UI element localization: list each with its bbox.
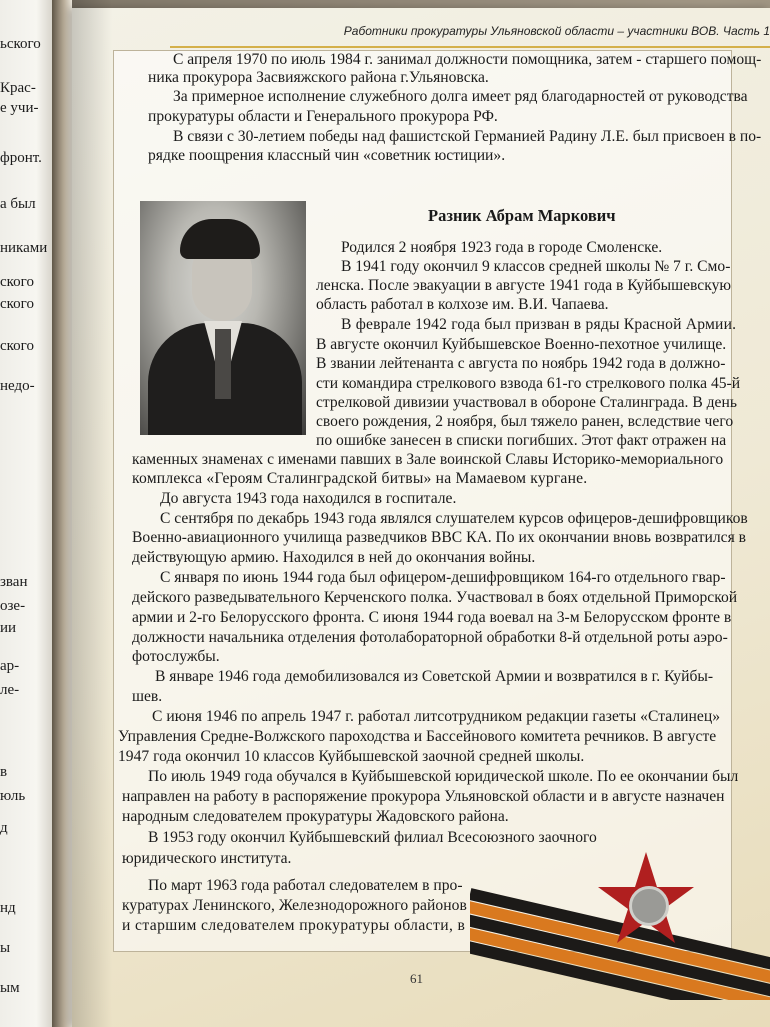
left-page <box>0 0 52 1027</box>
left-page-text-fragment: в <box>0 764 8 780</box>
left-page-text-fragment: ии <box>0 620 17 636</box>
bio-line: Родился 2 ноября 1923 года в городе Смоленске. <box>341 239 663 256</box>
bio-line: комплекса «Героям Сталинградской битвы» на Мамаевом кургане. <box>132 470 588 487</box>
bio-line: В августе окончил Куйбышевское Военно-пехотное училище. <box>316 336 727 353</box>
person-name: Разник Абрам Маркович <box>428 206 616 225</box>
header-rule <box>170 46 770 48</box>
left-page-text-fragment: зван <box>0 574 28 590</box>
portrait-photo <box>140 201 306 435</box>
left-page-text-fragment: ьского <box>0 36 41 52</box>
intro-line: С апреля 1970 по июль 1984 г. занимал должности помощника, затем - старшего помощ- <box>173 51 762 68</box>
bio-line: действующую армию. Находился в ней до окончания войны. <box>132 549 536 566</box>
bio-line: ленска. После эвакуации в августе 1941 года в Куйбышевскую <box>316 277 732 294</box>
bio-line: своего рождения, 2 ноября, был тяжело ранен, вследствие чего <box>316 413 734 430</box>
bio-line: Военно-авиационного училища разведчиков ВВС КА. По их окончании вновь возвратился в <box>132 529 747 546</box>
bio-line: направлен на работу в распоряжение прокурора Ульяновской области и в августе назначен <box>122 788 725 805</box>
bio-line: народным следователем прокуратуры Жадовского района. <box>122 808 509 825</box>
left-page-text-fragment: ым <box>0 980 20 996</box>
bio-line: В январе 1946 года демобилизовался из Советской Армии и возвратился в г. Куйбы- <box>155 668 714 685</box>
bio-line: В звании лейтенанта с августа по ноябрь 1942 года в должно- <box>316 355 726 372</box>
bio-line: С сентября по декабрь 1943 года являлся слушателем курсов офицеров-дешифровщиков <box>160 510 748 527</box>
bio-line: По март 1963 года работал следователем в про- <box>148 877 463 894</box>
left-page-text-fragment: ар- <box>0 658 20 674</box>
left-page-text-fragment: а был <box>0 196 36 212</box>
bio-line: сти командира стрелкового взвода 61-го стрелкового полка 45-й <box>316 375 741 392</box>
bio-line: юридического института. <box>122 850 292 867</box>
intro-line: ника прокурора Засвияжского района г.Ульяновска. <box>148 69 489 86</box>
left-page-text-fragment: Крас- <box>0 80 36 96</box>
left-page-text-fragment: д <box>0 820 8 836</box>
left-page-text-fragment: фронт. <box>0 150 42 166</box>
bio-line: и старшим следователем прокуратуры области, в <box>122 917 466 934</box>
bio-line: должности начальника отделения фотолабораторной обработки 8-й отдельной роты аэро- <box>132 629 728 646</box>
left-page-text-fragment: озе- <box>0 598 26 614</box>
bio-line: армии и 2-го Белорусского фронта. С июня 1944 года воевал на 3-м Белорусском фронте в <box>132 609 732 626</box>
gutter-shadow <box>72 0 112 1027</box>
portrait-tie <box>215 329 231 399</box>
bio-line: В феврале 1942 года был призван в ряды Красной Армии. <box>341 316 737 333</box>
book-edge <box>52 0 72 1027</box>
bio-line: фотослужбы. <box>132 648 220 665</box>
left-page-text-fragment: никами <box>0 240 48 256</box>
portrait-hair <box>180 219 260 259</box>
intro-line: прокуратуры области и Генерального прокурора РФ. <box>148 108 498 125</box>
bio-line: область работал в колхозе им. В.И. Чапаева. <box>316 296 609 313</box>
bio-line: 1947 года окончил 10 классов Куйбышевской заочной средней школы. <box>118 748 585 765</box>
intro-line: За примерное исполнение служебного долга имеет ряд благодарностей от руководства <box>173 88 748 105</box>
page-number: 61 <box>410 971 423 986</box>
medal-center-icon <box>629 886 669 926</box>
bio-line: С января по июнь 1944 года был офицером-дешифровщиком 164-го отдельного гвар- <box>160 569 726 586</box>
left-page-text-fragment: е учи- <box>0 100 39 116</box>
intro-line: В связи с 30-летием победы над фашистской Германией Радину Л.Е. был присвоен в по- <box>173 128 762 145</box>
bio-line: куратурах Ленинского, Железнодорожного районов <box>122 897 467 914</box>
bio-line: каменных знаменах с именами павших в Зале воинской Славы Историко-мемориального <box>132 451 724 468</box>
bio-line: стрелковой дивизии участвовал в обороне Сталинграда. В день <box>316 394 737 411</box>
left-page-text-fragment: ы <box>0 940 11 956</box>
running-header: Работники прокуратуры Ульяновской области – участники ВОВ. Часть 1 <box>343 24 770 38</box>
intro-line: рядке поощрения классный чин «советник юстиции». <box>148 147 506 164</box>
left-page-text-fragment: юль <box>0 788 26 804</box>
bio-line: Управления Средне-Волжского пароходства и Бассейнового комитета речников. В августе <box>118 728 717 745</box>
bio-line: по ошибке занесен в списки погибших. Этот факт отражен на <box>316 432 727 449</box>
left-page-text-fragment: нд <box>0 900 16 916</box>
bio-line: шев. <box>132 688 163 705</box>
left-page-text-fragment: ле- <box>0 682 20 698</box>
bio-line: С июня 1946 по апрель 1947 г. работал литсотрудником редакции газеты «Сталинец» <box>152 708 721 725</box>
left-page-text-fragment: недо- <box>0 378 35 394</box>
bio-line: До августа 1943 года находился в госпитале. <box>160 490 457 507</box>
left-page-text-fragment: ского <box>0 296 34 312</box>
bio-line: В 1953 году окончил Куйбышевский филиал Всесоюзного заочного <box>148 829 597 846</box>
left-page-text-fragment: ского <box>0 274 34 290</box>
left-page-text-fragment: ского <box>0 338 34 354</box>
bio-line: дейского разведывательного Керченского полка. Участвовал в боях отдельной Приморской <box>132 589 738 606</box>
bio-line: В 1941 году окончил 9 классов средней школы № 7 г. Смо- <box>341 258 731 275</box>
bio-line: По июль 1949 года обучался в Куйбышевской юридической школе. По ее окончании был <box>148 768 739 785</box>
